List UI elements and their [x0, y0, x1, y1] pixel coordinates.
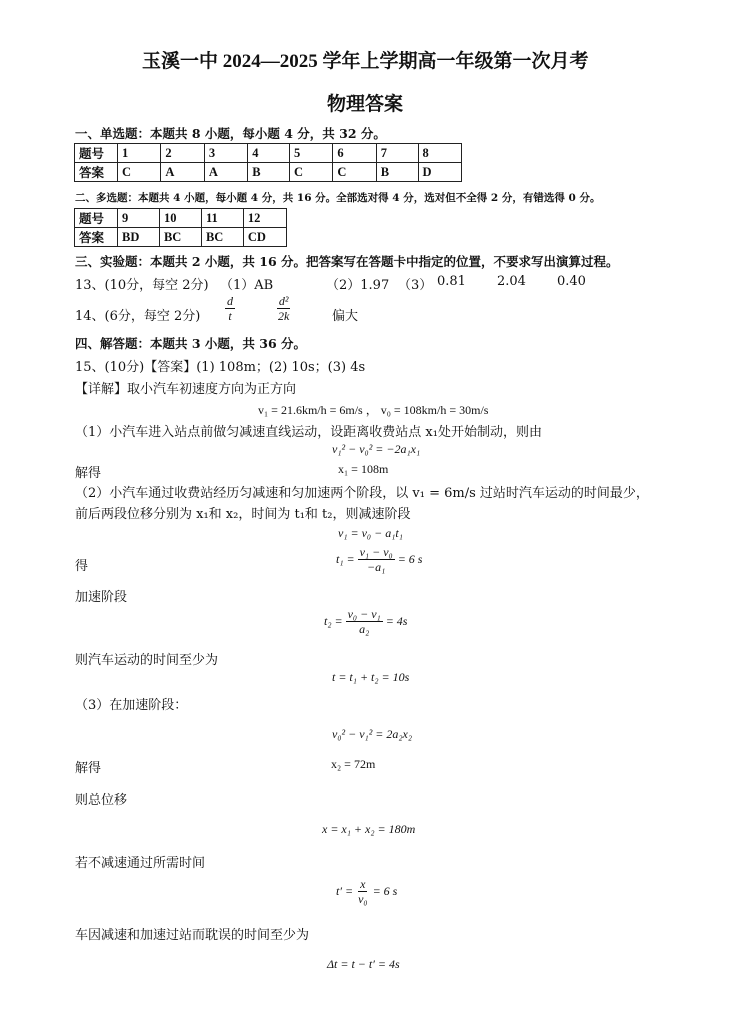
equation-rhs: = 6 s: [372, 884, 398, 898]
table-row-label: 答案: [75, 228, 118, 247]
table-cell: 9: [118, 209, 160, 228]
table-cell: 7: [376, 144, 418, 163]
detail-intro: 【详解】取小汽车初速度方向为正方向: [75, 382, 297, 397]
table-cell: BC: [159, 228, 201, 247]
equation-lhs: t′ =: [336, 884, 354, 898]
part2-line-2: 前后两段位移分别为 x₁和 x₂，时间为 t₁和 t₂，则减速阶段: [75, 507, 411, 522]
solve-label-2: 解得: [75, 761, 102, 776]
fraction-denominator: a₂: [359, 622, 370, 636]
q14-answer-3: 偏大: [332, 309, 359, 324]
table-cell: B: [248, 163, 290, 182]
equation-9: Δt = t − t′ = 4s: [327, 957, 400, 971]
delay-label: 车因减速和加速过站而耽误的时间至少为: [75, 928, 310, 943]
q13-answer-2: （2）1.97: [326, 278, 390, 293]
section2-heading: 二、多选题：本题共 4 小题，每小题 4 分，共 16 分。全部选对得 4 分，选对但不全得 2 分，有错选得 0 分。: [75, 192, 601, 204]
q14-fraction-2: [276, 294, 291, 323]
fraction-denominator: 2k: [278, 309, 290, 323]
equation-5: t = t₁ + t₂ = 10s: [332, 670, 410, 684]
fraction-numerator: d: [227, 294, 233, 308]
q13-answer-3a: 0.81: [437, 274, 466, 289]
part3-text: （3）在加速阶段：: [75, 698, 188, 713]
get-label: 得: [75, 559, 89, 574]
table-cell: 3: [204, 144, 247, 163]
min-time-label: 则汽车运动的时间至少为: [75, 653, 219, 668]
equation-lhs: t₂ =: [324, 614, 343, 628]
q14-label: 14、(6分，每空 2分): [75, 309, 201, 324]
q13-answer-3c: 0.40: [557, 274, 586, 289]
table-row: [75, 228, 287, 247]
result-1: x₁ = 108m: [338, 462, 389, 476]
table-cell: 11: [201, 209, 243, 228]
table-cell: 1: [118, 144, 161, 163]
table-row: [75, 209, 287, 228]
q15-answer-line: 15、(10分)【答案】(1) 108m；(2) 10s；(3) 4s: [75, 360, 366, 375]
table-row-label: 题号: [75, 209, 118, 228]
table-cell: 8: [418, 144, 461, 163]
q14-fraction-1: [225, 294, 235, 323]
table-cell: C: [289, 163, 332, 182]
fraction-numerator: d²: [278, 294, 289, 308]
table-cell: C: [333, 163, 376, 182]
fraction-denominator: t: [228, 309, 232, 323]
table-cell: 12: [243, 209, 286, 228]
equation-1: v₁² − v₀² = −2a₁x₁: [332, 442, 421, 456]
fraction-denominator: −a₁: [367, 560, 386, 574]
equation-2: v₁ = v₀ − a₁t₁: [338, 526, 403, 540]
section3-heading: 三、实验题：本题共 2 小题，共 16 分。把答案写在答题卡中指定的位置，不要求写出演算过程。: [75, 254, 619, 269]
q13-answer-3b: 2.04: [497, 274, 526, 289]
section1-answer-table: [74, 143, 462, 182]
part2-line-1: （2）小汽车通过收费站经历匀减速和匀加速两个阶段，以 v₁ = 6m/s 过站时汽车运动的时间最少，: [75, 486, 649, 501]
table-cell: BD: [118, 228, 160, 247]
table-cell: A: [161, 163, 204, 182]
fraction-numerator: x: [360, 877, 366, 891]
table-cell: 4: [248, 144, 290, 163]
equation-4: [324, 607, 407, 636]
table-cell: D: [418, 163, 461, 182]
equation-3: [336, 545, 422, 574]
table-cell: 5: [289, 144, 332, 163]
accel-label: 加速阶段: [75, 590, 128, 605]
table-row-label: 答案: [75, 163, 118, 182]
table-cell: 2: [161, 144, 204, 163]
fraction-denominator: v₀: [358, 892, 368, 906]
no-decel-label: 若不减速通过所需时间: [75, 856, 206, 871]
table-cell: 6: [333, 144, 376, 163]
equation-7: x = x₁ + x₂ = 180m: [322, 822, 416, 836]
table-cell: B: [376, 163, 418, 182]
total-displacement-label: 则总位移: [75, 793, 128, 808]
solve-label-1: 解得: [75, 466, 102, 481]
table-row-label: 题号: [75, 144, 118, 163]
q13-answer-1: （1）AB: [220, 278, 274, 293]
page-title: 玉溪一中 2024—2025 学年上学期高一年级第一次月考: [142, 51, 589, 72]
equation-rhs: = 6 s: [397, 552, 423, 566]
table-row: [75, 163, 462, 182]
speed-conversions: v₁ = 21.6km/h = 6m/s ， v₀ = 108km/h = 30m/s: [258, 403, 489, 417]
fraction-numerator: v₁ − v₀: [359, 545, 393, 559]
table-cell: C: [118, 163, 161, 182]
q13-label: 13、(10分，每空 2分): [75, 278, 209, 293]
table-cell: CD: [243, 228, 286, 247]
table-row: [75, 144, 462, 163]
section4-heading: 四、解答题：本题共 3 小题，共 36 分。: [75, 336, 307, 351]
equation-rhs: = 4s: [385, 614, 408, 628]
fraction-numerator: v₀ − v₁: [347, 607, 381, 621]
equation-8: [336, 877, 397, 906]
table-cell: A: [204, 163, 247, 182]
equation-6: v₀² − v₁² = 2a₂x₂: [332, 727, 413, 741]
result-2: x₂ = 72m: [331, 757, 376, 771]
table-cell: 10: [159, 209, 201, 228]
equation-lhs: t₁ =: [336, 552, 355, 566]
section1-heading: 一、单选题：本题共 8 小题，每小题 4 分，共 32 分。: [75, 126, 386, 141]
part1-text: （1）小汽车进入站点前做匀减速直线运动，设距离收费站点 x₁处开始制动，则由: [75, 425, 542, 440]
section2-answer-table: [74, 208, 287, 247]
table-cell: BC: [201, 228, 243, 247]
q13-answer-3-label: （3）: [398, 278, 433, 293]
page-subtitle: 物理答案: [327, 94, 404, 115]
